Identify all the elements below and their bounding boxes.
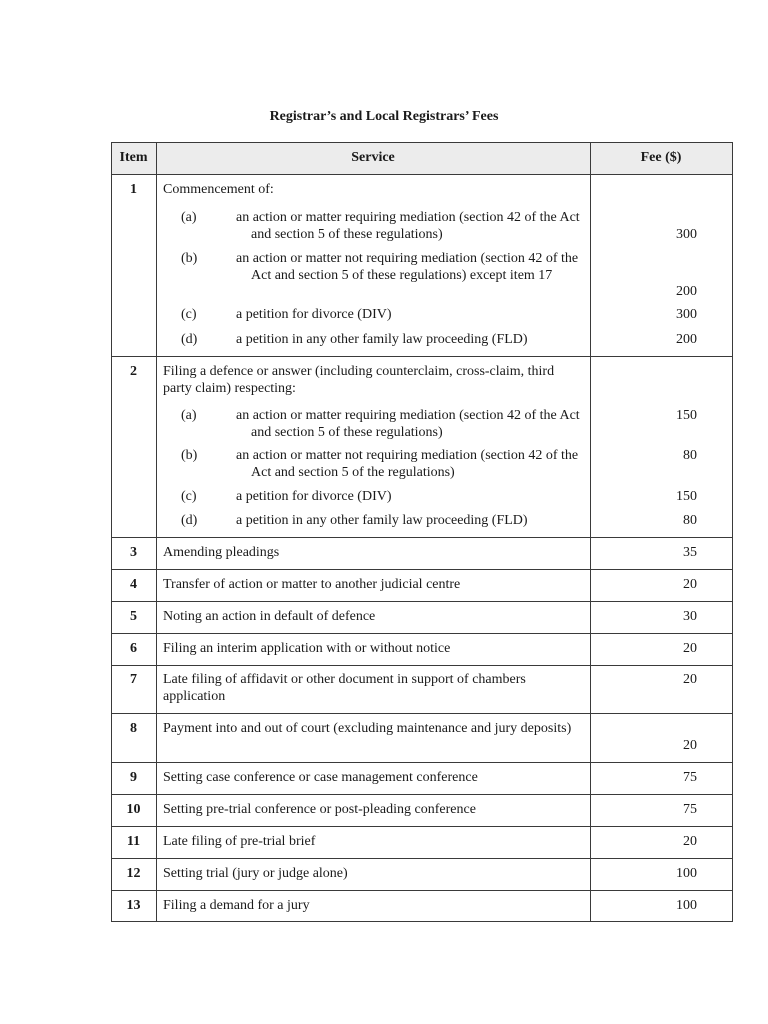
fee-value: 200 <box>676 284 697 299</box>
row-divider <box>111 356 733 357</box>
fee-value: 75 <box>683 770 697 785</box>
subitem-text: an action or matter requiring mediation (section 42 of the Act and section 5 of these regulations) <box>236 408 580 440</box>
fee-value: 150 <box>676 408 697 423</box>
column-divider-fee <box>590 142 591 922</box>
row-divider <box>111 174 733 175</box>
item-number: 12 <box>126 866 141 881</box>
subitem-label: (b) <box>181 251 198 266</box>
header-fee: Fee ($) <box>640 150 682 165</box>
service-text: Amending pleadings <box>163 545 280 560</box>
item-number: 4 <box>130 577 137 592</box>
item-number: 13 <box>126 898 141 913</box>
subitem-label: (b) <box>181 448 198 463</box>
subitem-text: a petition for divorce (DIV) <box>236 307 392 322</box>
fee-value: 100 <box>676 866 697 881</box>
row-divider <box>111 890 733 891</box>
fee-value: 100 <box>676 898 697 913</box>
fee-value: 30 <box>683 609 697 624</box>
row-divider <box>111 762 733 763</box>
row-divider <box>111 633 733 634</box>
subitem-label: (d) <box>181 513 198 528</box>
subitem-text: a petition for divorce (DIV) <box>236 489 392 504</box>
service-text: Transfer of action or matter to another judicial centre <box>163 577 461 592</box>
row-divider <box>111 826 733 827</box>
item-number: 3 <box>130 545 137 560</box>
item-number: 6 <box>130 641 137 656</box>
row-divider <box>111 858 733 859</box>
row-divider <box>111 794 733 795</box>
column-divider-item <box>156 142 157 922</box>
fee-value: 80 <box>683 513 697 528</box>
item-number: 10 <box>126 802 141 817</box>
item-number: 8 <box>130 721 137 736</box>
subitem-text: a petition in any other family law proceeding (FLD) <box>236 513 528 528</box>
row-divider <box>111 665 733 666</box>
fee-value: 150 <box>676 489 697 504</box>
subitem-label: (d) <box>181 332 198 347</box>
page-title: Registrar’s and Local Registrars’ Fees <box>269 109 499 124</box>
table-border-bottom <box>111 921 733 922</box>
subitem-label: (c) <box>181 307 197 322</box>
service-text: Noting an action in default of defence <box>163 609 376 624</box>
subitem-label: (a) <box>181 408 197 423</box>
row-divider <box>111 601 733 602</box>
fee-value: 20 <box>683 577 697 592</box>
service-text: Filing an interim application with or without notice <box>163 641 451 656</box>
subitem-text: an action or matter not requiring mediation (section 42 of the Act and section 5 of these regulations) except item 17 <box>236 251 579 283</box>
header-service: Service <box>351 150 395 165</box>
subitem-text: an action or matter requiring mediation (section 42 of the Act and section 5 of these regulations) <box>236 210 580 242</box>
subitem-text: an action or matter not requiring mediation (section 42 of the Act and section 5 of the regulations) <box>236 448 579 480</box>
service-text: Setting pre-trial conference or post-pleading conference <box>163 802 476 817</box>
row-divider <box>111 713 733 714</box>
row-divider <box>111 537 733 538</box>
table-border-right <box>732 142 733 922</box>
service-text: Filing a defence or answer (including counterclaim, cross-claim, third party claim) respecting: <box>163 364 555 396</box>
service-text: Late filing of affidavit or other document in support of chambers application <box>163 672 526 704</box>
service-text: Setting case conference or case management conference <box>163 770 478 785</box>
fee-value: 300 <box>676 307 697 322</box>
header-item: Item <box>119 150 148 165</box>
fee-value: 20 <box>683 641 697 656</box>
subitem-label: (c) <box>181 489 197 504</box>
service-text: Setting trial (jury or judge alone) <box>163 866 348 881</box>
service-text: Late filing of pre-trial brief <box>163 834 316 849</box>
fee-value: 80 <box>683 448 697 463</box>
service-text: Commencement of: <box>163 182 274 197</box>
service-text: Filing a demand for a jury <box>163 898 310 913</box>
item-number: 11 <box>126 834 141 849</box>
fee-value: 20 <box>683 672 697 687</box>
item-number: 1 <box>130 182 137 197</box>
row-divider <box>111 569 733 570</box>
item-number: 7 <box>130 672 137 687</box>
table-border-left <box>111 142 112 922</box>
subitem-text: a petition in any other family law proceeding (FLD) <box>236 332 528 347</box>
service-text: Payment into and out of court (excluding maintenance and jury deposits) <box>163 721 572 736</box>
subitem-label: (a) <box>181 210 197 225</box>
fee-value: 200 <box>676 332 697 347</box>
fee-value: 300 <box>676 227 697 242</box>
item-number: 9 <box>130 770 137 785</box>
fee-value: 35 <box>683 545 697 560</box>
item-number: 2 <box>130 364 137 379</box>
item-number: 5 <box>130 609 137 624</box>
fee-value: 75 <box>683 802 697 817</box>
table-border-top <box>111 142 733 143</box>
fee-value: 20 <box>683 834 697 849</box>
fee-value: 20 <box>683 738 697 753</box>
